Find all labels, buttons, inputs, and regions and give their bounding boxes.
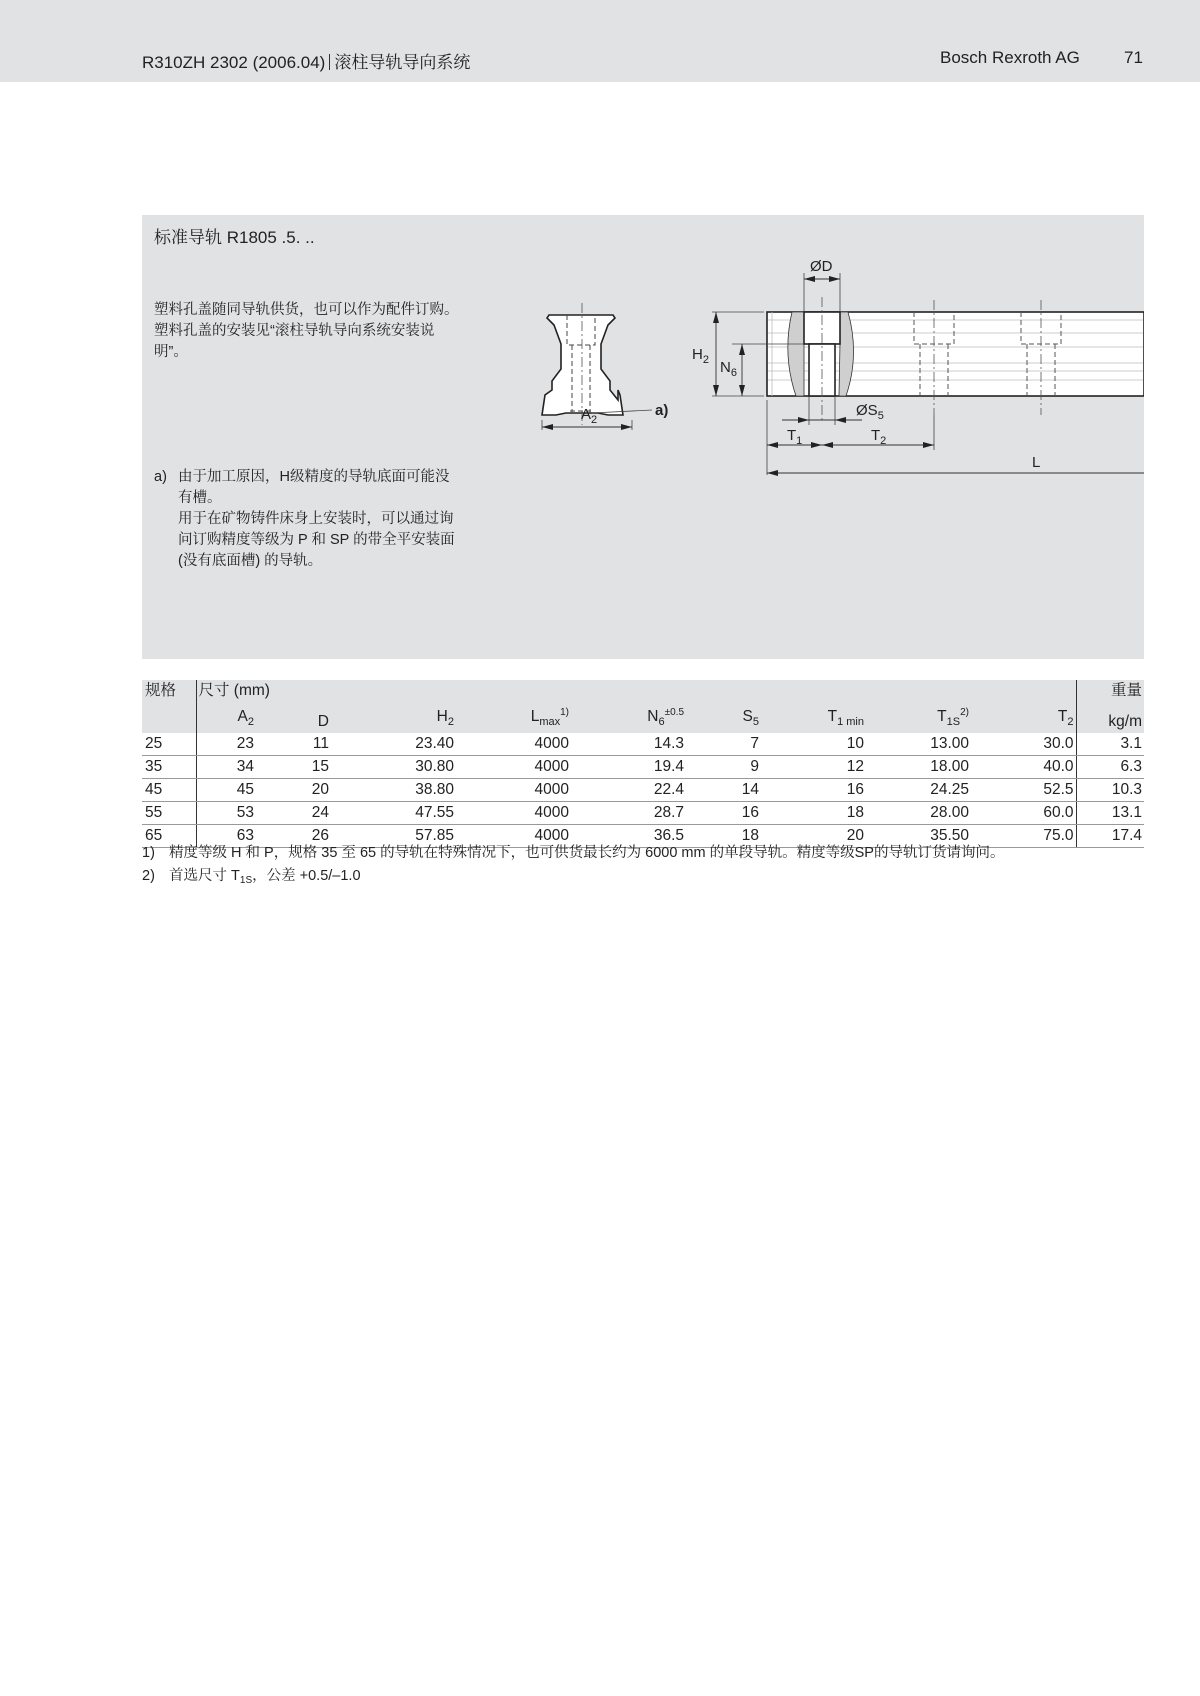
col-t1s: $T_{1S}^{2)}$	[937, 707, 969, 728]
footnote-1: 1) 精度等级 H 和 P，规格 35 至 65 的导轨在特殊情况下，也可供货最长约为 6000 mm 的单段导轨。精度等级SP的导轨订货请询问。	[142, 845, 1005, 861]
header-doc-info	[142, 48, 470, 73]
note-line: 问订购精度等级为 P 和 SP 的带全平安装面	[178, 532, 455, 548]
company-name: Bosch Rexroth AG	[940, 48, 1080, 67]
table-row: 65 63 26 57.85 4000 36.5 18 20 35.50 75.0 17.4	[142, 825, 1144, 848]
col-t1min: $T_{1 min}$	[827, 708, 864, 728]
col-s5: $S_5$	[742, 708, 759, 728]
label-h2: $H_2$	[692, 346, 709, 366]
col-h2: $H_2$	[436, 708, 454, 728]
table-row: 35 34 15 30.80 4000 19.4 9 12 18.00 40.0 6.3	[142, 756, 1144, 779]
note-marker: a)	[154, 469, 167, 485]
col-d: D	[317, 713, 329, 730]
header-separator	[329, 54, 330, 70]
note-line: 有槽。	[178, 490, 222, 506]
table-header-row-2	[142, 702, 1144, 733]
note-line: (没有底面槽) 的导轨。	[178, 553, 323, 569]
col-t2: $T_2$	[1057, 708, 1074, 728]
page-number: 71	[1124, 48, 1143, 67]
cross-section-profile	[542, 315, 623, 415]
label-l: L	[1032, 454, 1041, 471]
header-weight: 重量	[1076, 680, 1144, 702]
col-n6: $N_6^{\pm 0.5}$	[647, 707, 684, 728]
intro-line: 明”。	[154, 344, 188, 360]
rail-info-panel	[142, 215, 1144, 659]
col-weight-unit: kg/m	[1076, 702, 1144, 733]
footnote-2: 2) 首选尺寸 $T_{1S}$，公差 +0.5/–1.0	[142, 868, 361, 886]
intro-line: 塑料孔盖随同导轨供货，也可以作为配件订购。	[154, 302, 459, 318]
label-s5: $ØS_5$	[856, 402, 884, 422]
label-diameter-d: ØD	[810, 258, 833, 275]
col-a2: $A_2$	[237, 708, 254, 728]
table-row: 25 23 11 23.40 4000 14.3 7 10 13.00 30.0 3.1	[142, 733, 1144, 756]
section-title: 标准导轨 R1805 .5. ..	[154, 228, 315, 247]
header-size: 规格	[142, 680, 196, 702]
label-a2: $A_2$	[581, 406, 598, 426]
table-row: 45 45 20 38.80 4000 22.4 14 16 24.25 52.5 10.3	[142, 779, 1144, 802]
label-n6: $N_6$	[720, 359, 737, 379]
table-header-row-1	[142, 680, 1144, 702]
label-t2: $T_2$	[871, 427, 887, 447]
table-row: 55 53 24 47.55 4000 28.7 16 18 28.00 60.0 13.1	[142, 802, 1144, 825]
note-line: 由于加工原因，H级精度的导轨底面可能没	[178, 469, 450, 485]
label-callout-a: a)	[655, 402, 669, 419]
footnotes	[142, 842, 1004, 892]
label-t1: $T_1$	[787, 427, 803, 447]
col-lmax: $L_{max}^{1)}$	[530, 707, 569, 728]
doc-id: R310ZH 2302 (2006.04)	[142, 53, 326, 72]
intro-line: 塑料孔盖的安装见“滚柱导轨导向系统安装说	[154, 323, 435, 339]
doc-title: 滚柱导轨导向系统	[334, 53, 471, 72]
dimension-table	[142, 680, 1144, 848]
page-header	[0, 0, 1200, 82]
note-line: 用于在矿物铸件床身上安装时，可以通过询	[178, 511, 454, 527]
header-dims: 尺寸 (mm)	[198, 682, 270, 699]
rail-technical-drawing	[142, 215, 1144, 659]
